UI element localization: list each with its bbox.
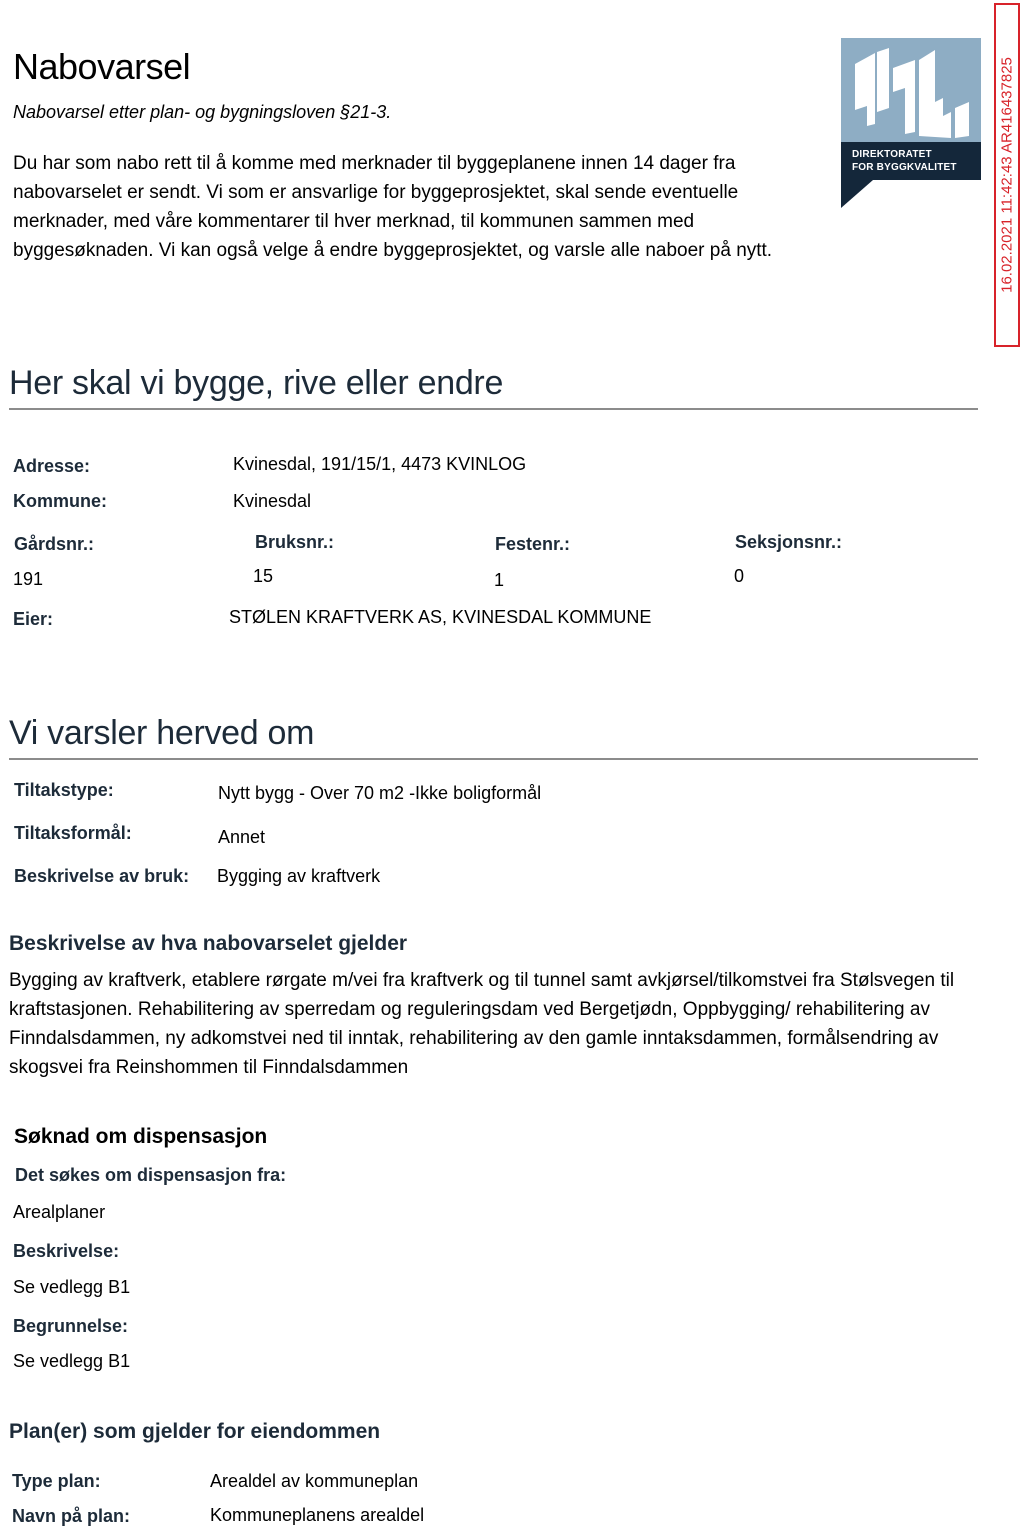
- logo-flag-icon: [841, 180, 873, 208]
- address-label: Adresse:: [13, 456, 91, 476]
- bruk-label: Beskrivelse av bruk:: [14, 866, 190, 886]
- plan-type-value: Arealdel av kommuneplan: [210, 1471, 419, 1491]
- gardsnr-label: Gårdsnr.:: [14, 534, 95, 554]
- logo-text: DIREKTORATET FOR BYGGKVALITET: [852, 149, 957, 173]
- tiltaksformal-value: Annet: [218, 827, 266, 847]
- municipality-label: Kommune:: [13, 491, 107, 511]
- page-title: Nabovarsel: [13, 46, 191, 87]
- address-value: Kvinesdal, 191/15/1, 4473 KVINLOG: [233, 454, 527, 474]
- tiltaksformal-label: Tiltaksformål:: [14, 823, 132, 843]
- tiltakstype-label: Tiltakstype:: [14, 780, 114, 800]
- plan-name-label: Navn på plan:: [12, 1506, 131, 1526]
- festenr-label: Festenr.:: [495, 534, 571, 554]
- owner-label: Eier:: [13, 609, 54, 629]
- festenr-value: 1: [494, 570, 505, 590]
- bruksnr-value: 15: [253, 566, 274, 586]
- archive-stamp: [994, 3, 1020, 347]
- bruksnr-label: Bruksnr.:: [255, 532, 335, 552]
- dispensation-reason-label: Begrunnelse:: [13, 1316, 129, 1336]
- gardsnr-value: 191: [13, 569, 44, 589]
- seksjonsnr-value: 0: [734, 566, 745, 586]
- buildings-icon: [841, 38, 981, 142]
- bruk-value: Bygging av kraftverk: [217, 866, 381, 886]
- plan-type-label: Type plan:: [12, 1471, 101, 1491]
- intro-paragraph: Du har som nabo rett til å komme med merknader til byggeplanene innen 14 dager fra nabovarselet er sendt. Vi som er ansvarlige for byggeprosjektet, skal sende eventuelle merknader, med våre kommentarer til hver merknad, til kommunen sammen med byggesøknaden. Vi kan også velge å endre byggeprosjektet, og varsle alle naboer på nytt.: [13, 153, 773, 261]
- description-heading: Beskrivelse av hva nabovarselet gjelder: [9, 932, 408, 955]
- section-heading-property: Her skal vi bygge, rive eller endre: [9, 364, 504, 402]
- section-divider: [9, 758, 978, 760]
- plans-heading: Plan(er) som gjelder for eiendommen: [9, 1420, 381, 1443]
- dibk-logo: [841, 38, 981, 210]
- page-subtitle: Nabovarsel etter plan- og bygningsloven §21-3.: [13, 102, 392, 122]
- dispensation-description-value: Se vedlegg B1: [13, 1277, 131, 1297]
- section-divider: [9, 408, 978, 410]
- dispensation-from-value: Arealplaner: [13, 1202, 106, 1222]
- plan-name-value: Kommuneplanens arealdel: [210, 1505, 425, 1525]
- dispensation-heading: Søknad om dispensasjon: [14, 1125, 268, 1148]
- dispensation-reason-value: Se vedlegg B1: [13, 1351, 131, 1371]
- stamp-text: 16.02.2021 11:42:43 AR416437825: [998, 57, 1016, 293]
- owner-value: STØLEN KRAFTVERK AS, KVINESDAL KOMMUNE: [229, 607, 652, 627]
- municipality-value: Kvinesdal: [233, 491, 312, 511]
- seksjonsnr-label: Seksjonsnr.:: [735, 532, 843, 552]
- description-text: Bygging av kraftverk, etablere rørgate m/vei fra kraftverk og til tunnel samt avkjørsel/tilkomstvei fra Stølsvegen til kraftstasjonen. Rehabilitering av sperredam og reguleringsdam ved Bergetjødn, Oppbygging/ rehabilitering av Finndalsdammen, ny adkomstvei ned til inntak, rehabilitering av den gamle inntaksdammen, formålsendring av skogsvei fra Reinshommen til Finndalsdammen: [9, 970, 955, 1078]
- dispensation-description-label: Beskrivelse:: [13, 1241, 120, 1261]
- section-heading-notice: Vi varsler herved om: [9, 714, 315, 752]
- dispensation-from-label: Det søkes om dispensasjon fra:: [15, 1165, 287, 1185]
- logo-building-panel: [841, 38, 981, 142]
- tiltakstype-value: Nytt bygg - Over 70 m2 -Ikke boligformål: [218, 783, 542, 803]
